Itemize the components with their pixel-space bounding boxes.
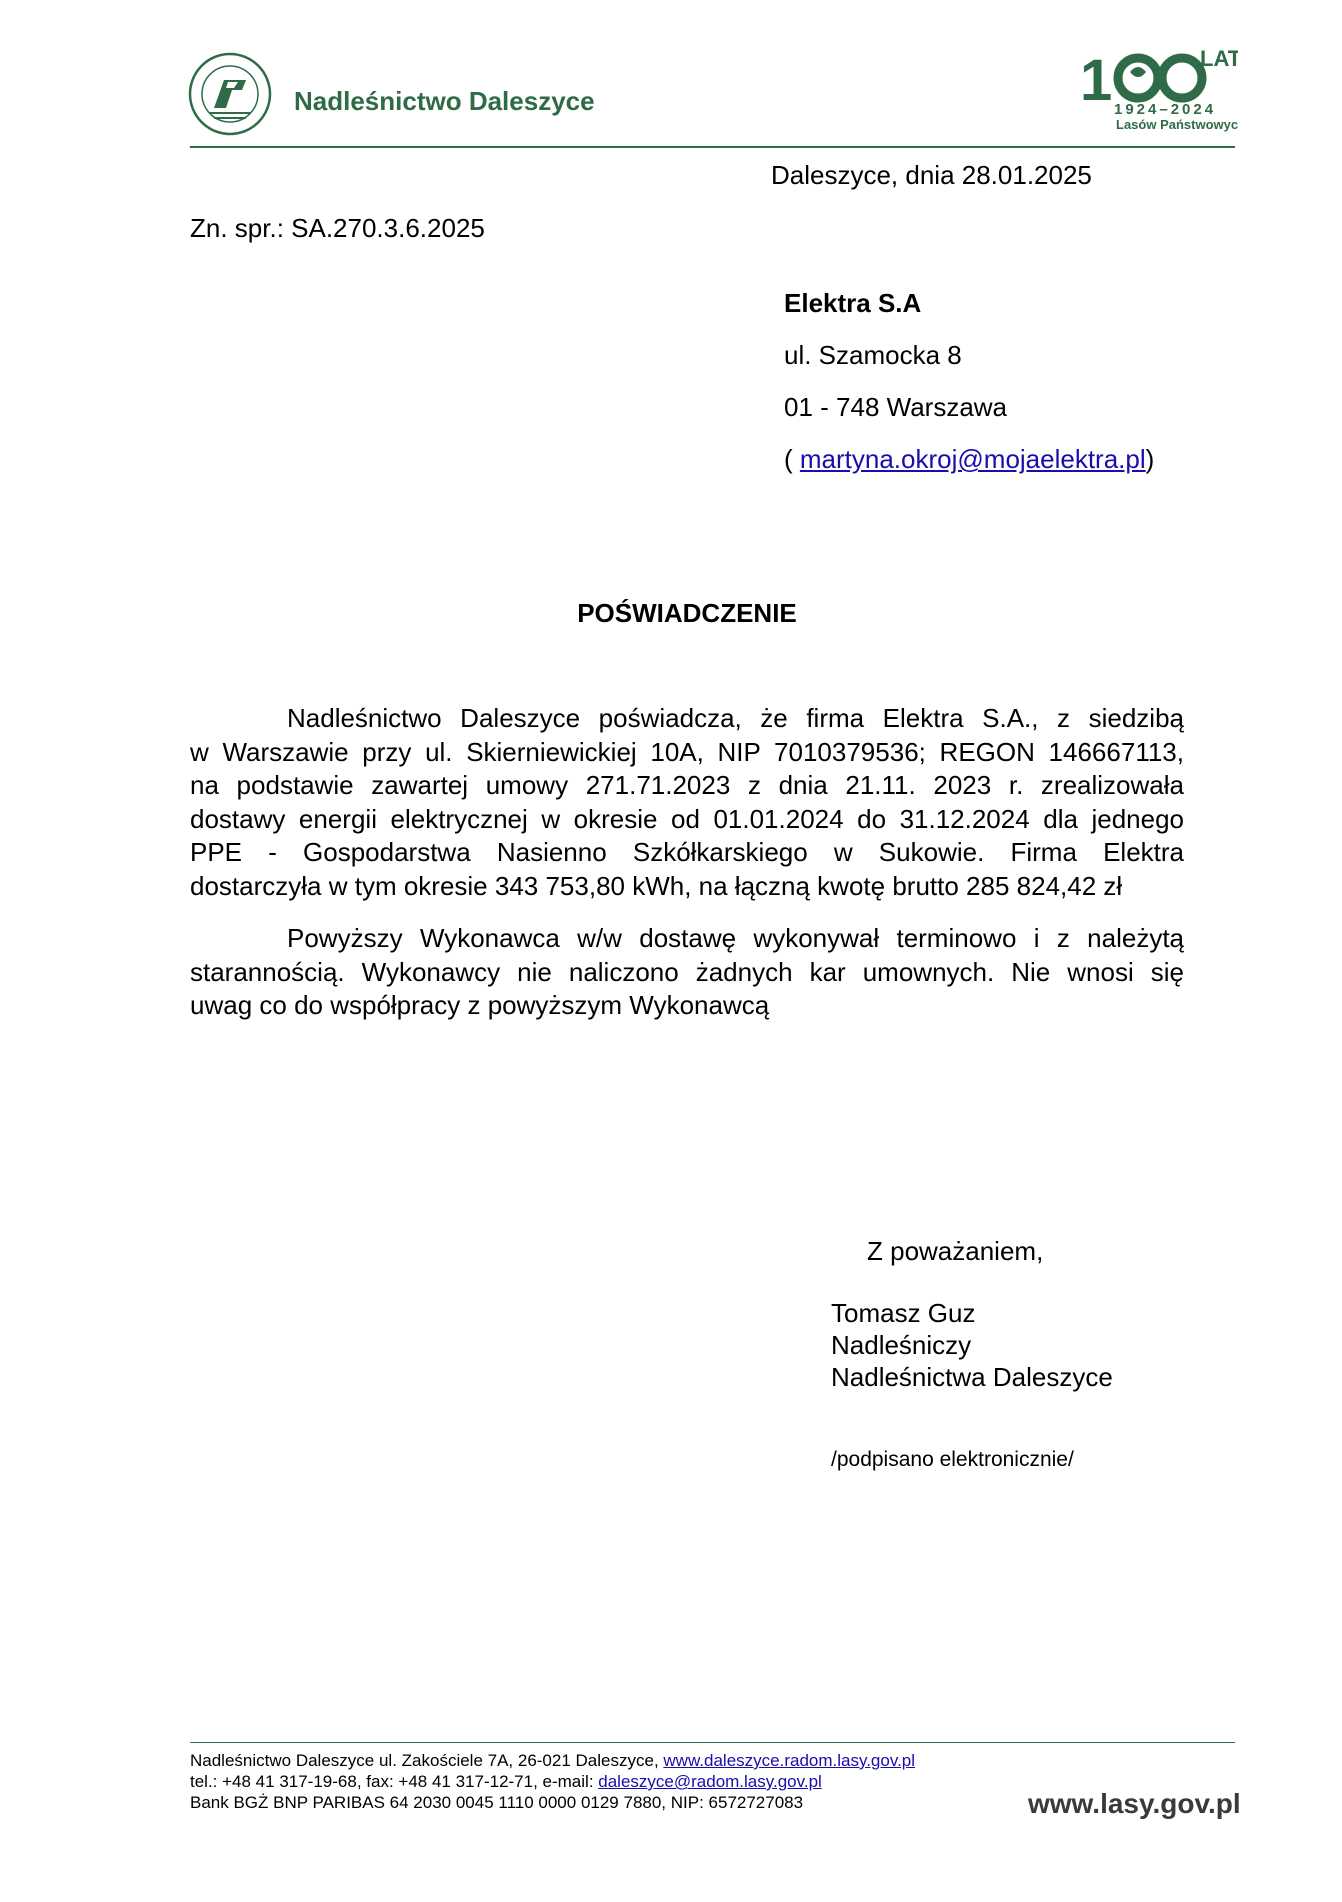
header-divider [190, 146, 1235, 148]
signer-role: Nadleśniczy [831, 1330, 972, 1360]
recipient-street: ul. Szamocka 8 [784, 340, 962, 370]
recipient-email-line [784, 442, 1154, 476]
paragraph-1-line: dostarczyła w tym okresie 343 753,80 kWh, na łączną kwotę brutto 285 824,42 zł [190, 870, 1123, 901]
signature-note: /podpisano elektronicznie/ [831, 1448, 1074, 1471]
org-name: Nadleśnictwo Daleszyce [294, 86, 595, 116]
paragraph-1-line: Nadleśnictwo Daleszyce poświadcza, że firma Elektra S.A., z siedzibą [287, 703, 1184, 733]
lasy-panstwowe-logo [188, 52, 272, 136]
paragraph-1-line: dostawy energii elektrycznej w okresie od 01.01.2024 do 31.12.2024 dla jednego [190, 803, 1184, 834]
paragraph-2-line: starannością. Wykonawcy nie naliczono żadnych kar umownych. Nie wnosi się [190, 956, 1184, 987]
paragraph-2 [190, 922, 1184, 1023]
footer-contact: tel.: +48 41 317-19-68, fax: +48 41 317-12-71, e-mail: [190, 1772, 599, 1791]
anniversary-years: 1924–2024 [1114, 101, 1217, 118]
paragraph-2-line: uwag co do współpracy z powyższym Wykonawcą [190, 990, 770, 1020]
paragraph-1-line: PPE - Gospodarstwa Nasienno Szkółkarskiego w Sukowie. Firma Elektra [190, 837, 1184, 867]
paragraph-1-line: na podstawie zawartej umowy 271.71.2023 z dnia 21.11. 2023 r. zrealizowała [190, 770, 1184, 800]
email-open: ( [784, 444, 800, 474]
footer-info [190, 1750, 915, 1813]
footer-address: Nadleśnictwo Daleszyce ul. Zakościele 7A, 26-021 Daleszyce, [190, 1751, 664, 1770]
signer-name: Tomasz Guz [831, 1298, 976, 1328]
recipient-city: 01 - 748 Warszawa [784, 392, 1008, 422]
signer-unit: Nadleśnictwa Daleszyce [831, 1362, 1113, 1392]
email-close: ) [1145, 444, 1155, 474]
anniversary-lat: LAT [1200, 46, 1238, 71]
footer-website-link[interactable]: www.daleszyce.radom.lasy.gov.pl [663, 1751, 916, 1770]
footer-email-link[interactable]: daleszyce@radom.lasy.gov.pl [598, 1772, 822, 1791]
reference-number: Zn. spr.: SA.270.3.6.2025 [190, 213, 485, 243]
footer-line-2 [190, 1771, 915, 1792]
anniversary-subtitle: Lasów Państwowych [1116, 117, 1238, 132]
footer-divider [190, 1742, 1235, 1743]
recipient-email-link[interactable]: martyna.okroj@mojaelektra.pl [799, 444, 1146, 474]
footer-line-1 [190, 1750, 915, 1771]
footer-bank: Bank BGŻ BNP PARIBAS 64 2030 0045 1110 0000 0129 7880, NIP: 6572727083 [190, 1793, 804, 1812]
lasy-website[interactable]: www.lasy.gov.pl [1028, 1788, 1241, 1819]
place-date: Daleszyce, dnia 28.01.2025 [771, 160, 1092, 190]
paragraph-1-line: w Warszawie przy ul. Skierniewickiej 10A, NIP 7010379536; REGON 146667113, [190, 736, 1184, 767]
paragraph-2-line: Powyższy Wykonawca w/w dostawę wykonywał terminowo i z należytą [287, 923, 1184, 953]
document-title: POŚWIADCZENIE [577, 598, 797, 628]
paragraph-1 [190, 702, 1184, 903]
closing: Z poważaniem, [867, 1236, 1044, 1266]
recipient-name: Elektra S.A [784, 288, 922, 318]
svg-text:1: 1 [1080, 48, 1113, 113]
anniversary-logo [1078, 44, 1238, 134]
